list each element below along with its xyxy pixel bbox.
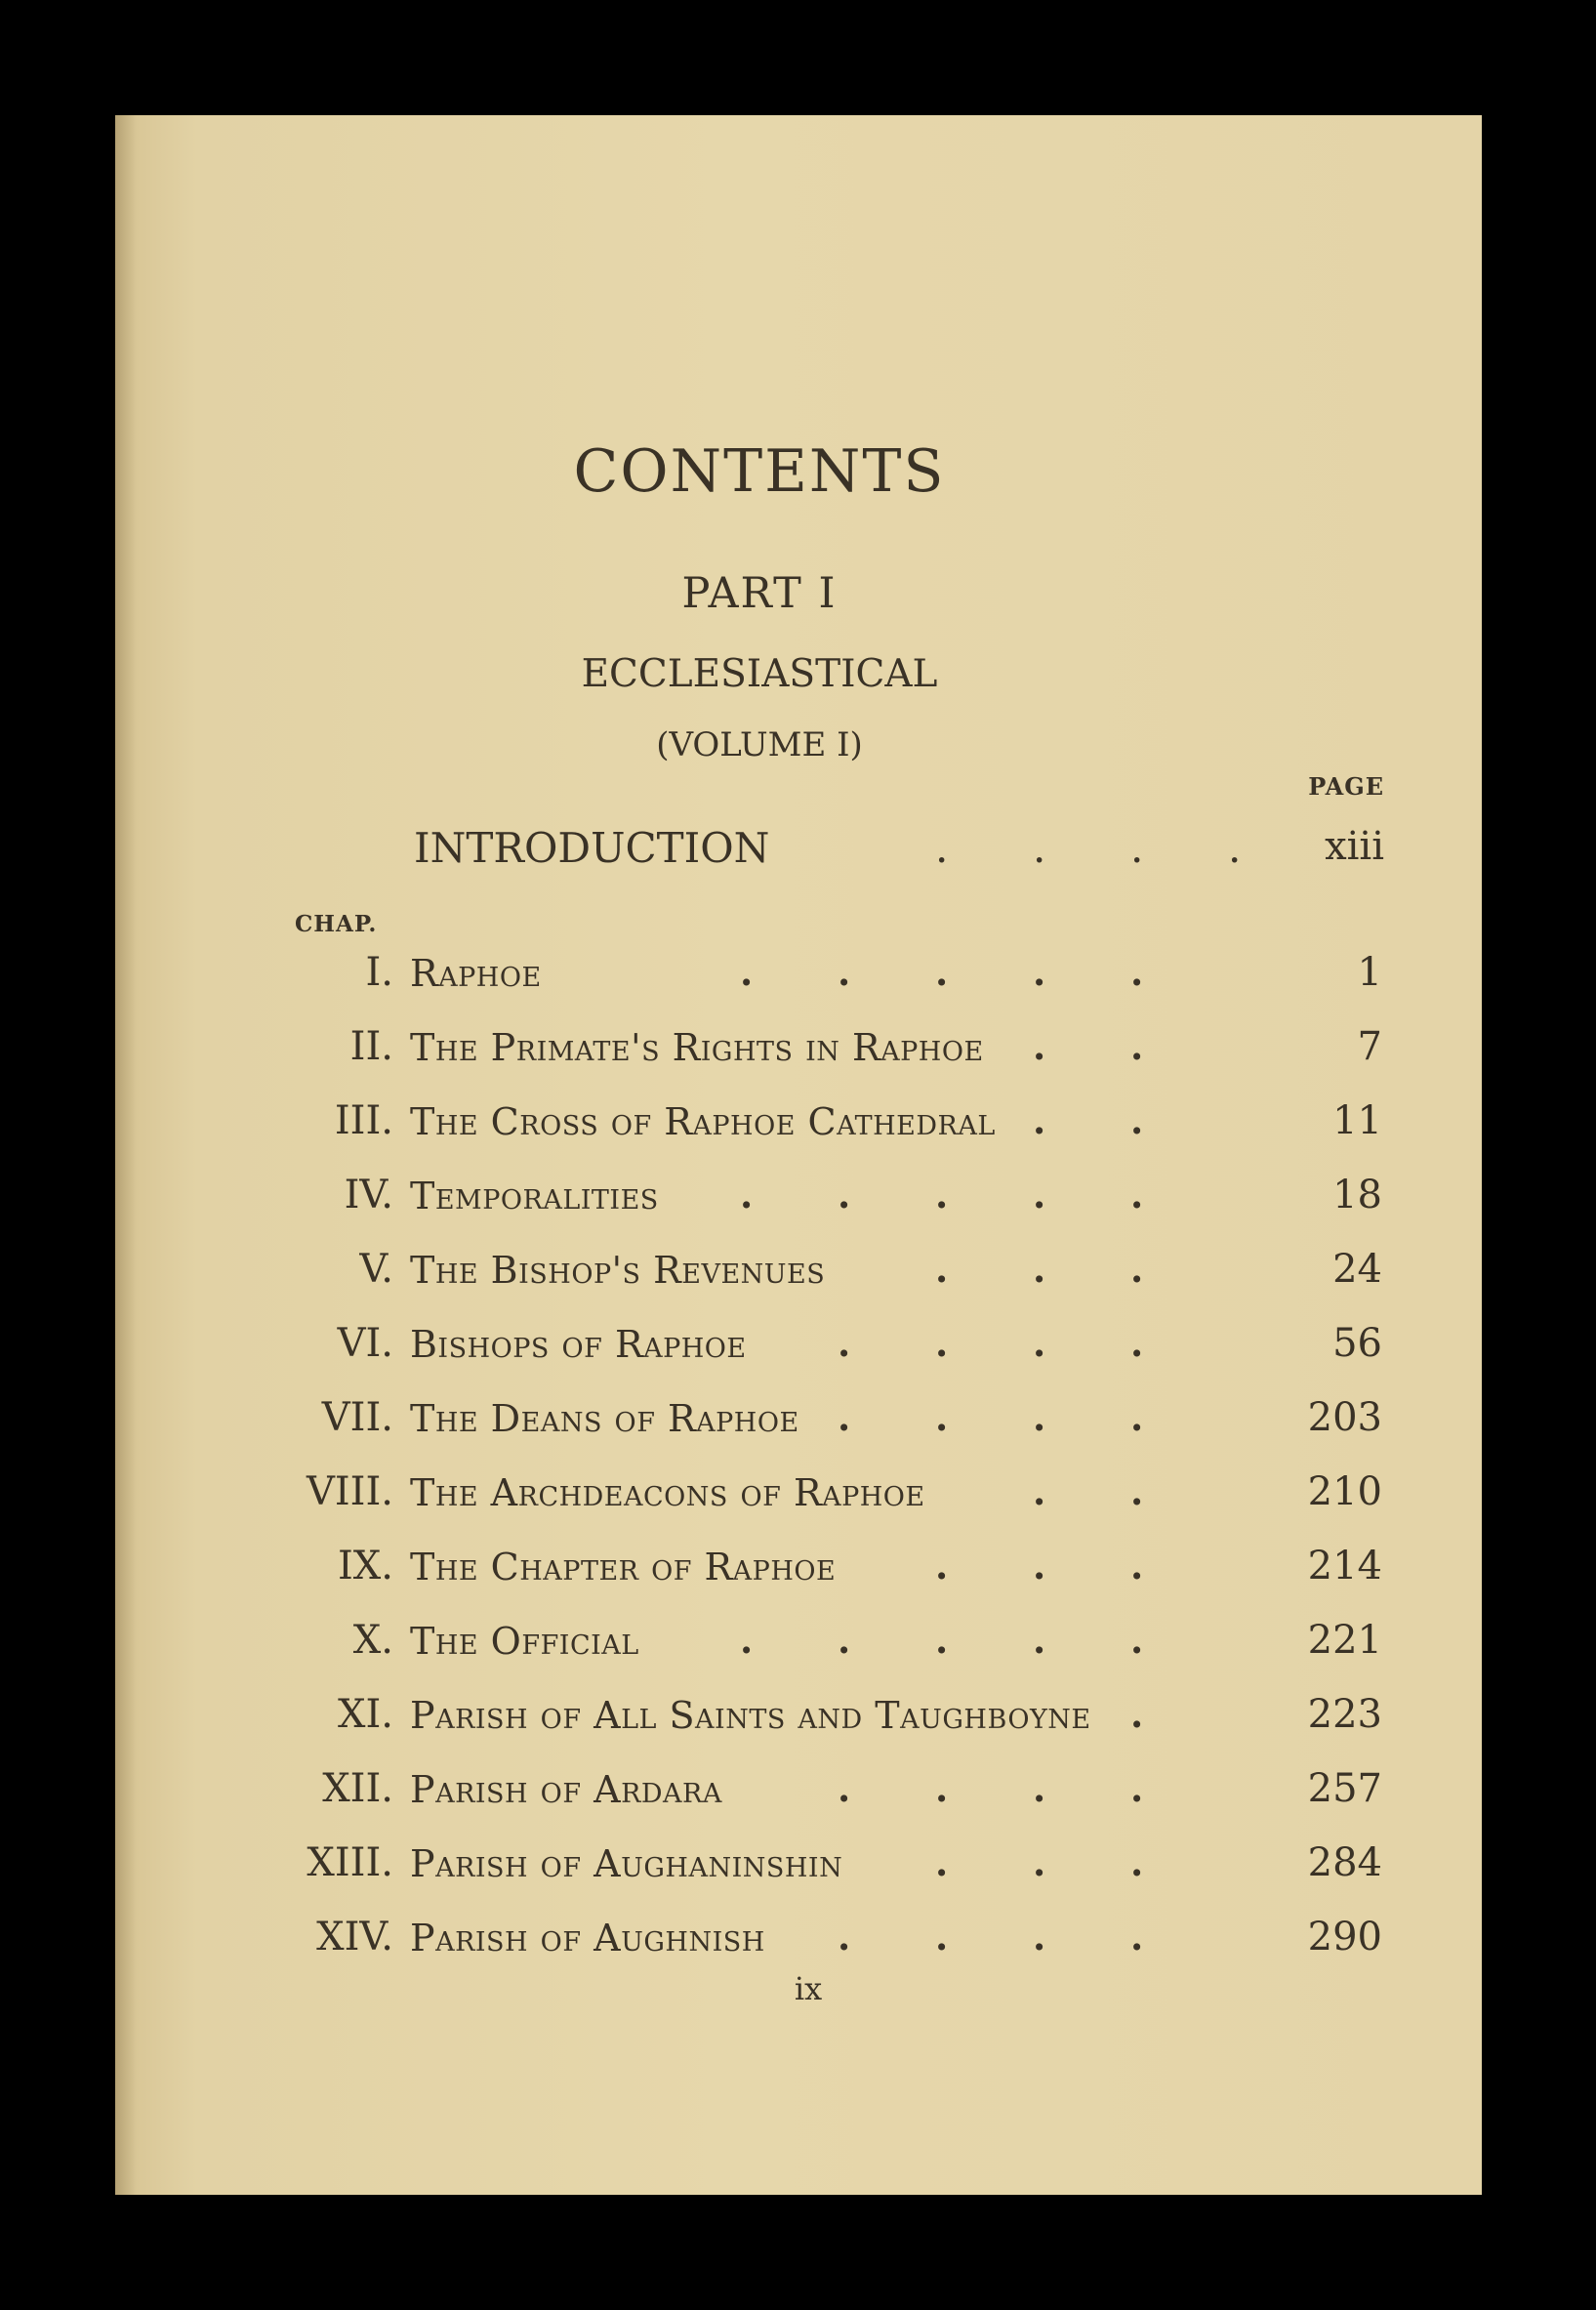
chapter-number: V. bbox=[359, 1247, 393, 1292]
page-folio: ix bbox=[794, 1970, 823, 2007]
chapter-page-number: 223 bbox=[1307, 1692, 1382, 1737]
toc-row bbox=[115, 1247, 1482, 1305]
chapter-title: The Archdeacons of Raphoe bbox=[410, 1471, 925, 1514]
chapter-page-number: 290 bbox=[1307, 1915, 1382, 1959]
chapter-title: Bishops of Raphoe bbox=[410, 1323, 747, 1366]
leader-dot: . bbox=[1130, 1840, 1144, 1884]
chapter-number: VI. bbox=[337, 1321, 393, 1366]
chapter-page-number: 214 bbox=[1307, 1544, 1382, 1588]
chapter-page-number: 257 bbox=[1307, 1766, 1382, 1811]
chapter-page-number: 56 bbox=[1332, 1321, 1382, 1366]
leader-dot: . bbox=[935, 1618, 949, 1662]
leader-dot: . bbox=[935, 950, 949, 994]
toc-row bbox=[115, 1469, 1482, 1528]
toc-row bbox=[115, 1618, 1482, 1676]
leader-dot: . bbox=[935, 1544, 949, 1588]
chapter-title: Parish of Aughaninshin bbox=[410, 1842, 843, 1885]
leader-dot: . bbox=[1033, 1321, 1046, 1365]
chapter-title: The Deans of Raphoe bbox=[410, 1397, 799, 1440]
chapter-title: Parish of All Saints and Taughboyne bbox=[410, 1694, 1091, 1737]
chapter-number: VIII. bbox=[306, 1469, 393, 1514]
chapter-title: The Chapter of Raphoe bbox=[410, 1546, 837, 1588]
leader-dot: . bbox=[1130, 1098, 1144, 1142]
leader-dot: . bbox=[1130, 1024, 1144, 1068]
chapter-number: VII. bbox=[321, 1395, 393, 1440]
leader-dot: . bbox=[1130, 1469, 1144, 1513]
leader-dot: . bbox=[838, 1395, 851, 1439]
chapter-number: X. bbox=[352, 1618, 393, 1663]
leader-dot: . bbox=[1033, 1395, 1046, 1439]
chapter-column-header: CHAP. bbox=[295, 911, 378, 937]
leader-dot: . bbox=[838, 1618, 851, 1662]
toc-row bbox=[115, 1544, 1482, 1602]
chapter-number: IV. bbox=[344, 1173, 393, 1217]
page-column-header: PAGE bbox=[1308, 772, 1384, 801]
leader-dot: . bbox=[1033, 1618, 1046, 1662]
chapter-page-number: 210 bbox=[1307, 1469, 1382, 1514]
leader-dot: . bbox=[1130, 1173, 1144, 1217]
chapter-page-number: 11 bbox=[1332, 1098, 1382, 1143]
chapter-number: XIV. bbox=[316, 1915, 393, 1959]
chapter-title: The Bishop's Revenues bbox=[410, 1249, 826, 1292]
introduction-page-number: xiii bbox=[1325, 824, 1384, 869]
chapter-number: XIII. bbox=[307, 1840, 393, 1885]
chapter-page-number: 7 bbox=[1357, 1024, 1382, 1069]
leader-dot: . bbox=[740, 1618, 754, 1662]
leader-dot: . bbox=[1033, 1247, 1046, 1291]
leader-dot: . bbox=[935, 1766, 949, 1810]
chapter-title: Parish of Ardara bbox=[410, 1768, 722, 1811]
leader-dot: . bbox=[935, 1173, 949, 1217]
leader-dot: . bbox=[1033, 1544, 1046, 1588]
chapter-number: IX. bbox=[338, 1544, 393, 1588]
chapter-title: The Primate's Rights in Raphoe bbox=[410, 1026, 984, 1069]
toc-row bbox=[115, 1321, 1482, 1380]
chapter-page-number: 203 bbox=[1307, 1395, 1382, 1440]
chapter-title: Temporalities bbox=[410, 1175, 659, 1217]
toc-row bbox=[115, 950, 1482, 1009]
toc-row bbox=[115, 1395, 1482, 1454]
leader-dot: . bbox=[1130, 1321, 1144, 1365]
leader-dot: . bbox=[838, 1173, 851, 1217]
volume-label: (VOLUME I) bbox=[656, 725, 863, 764]
part-heading: PART I bbox=[681, 569, 838, 618]
leader-dot: . bbox=[1033, 950, 1046, 994]
chapter-number: II. bbox=[349, 1024, 393, 1069]
chapter-number: XI. bbox=[338, 1692, 393, 1737]
leader-dot: . bbox=[1130, 1915, 1144, 1959]
section-subtitle: ECCLESIASTICAL bbox=[581, 652, 938, 696]
chapter-page-number: 18 bbox=[1332, 1173, 1382, 1217]
chapter-page-number: 1 bbox=[1357, 950, 1382, 995]
toc-row bbox=[115, 1173, 1482, 1231]
toc-row bbox=[115, 1766, 1482, 1825]
book-page: CONTENTS PART I ECCLESIASTICAL (VOLUME I) PAGE INTRODUCTION . . . . xiii CHAP. I. Raphoe 1 . . . . . II. The Primate's Rights in Raphoe 7 . . III. The Cross of Raphoe Cathedral 11 . . IV. Temporalities 18 . . . . . V. The Bishop's Revenues 24 . . . VI. Bishops of Raphoe 56 . . . . VII. The Deans of Raphoe 203 . . . . VIII. The Archdeacons of Raphoe 210 . . IX. The Chapter of Raphoe 214 . . . X. The Official 221 . . . . . XI. Parish of All Saints and Taughboyne 223 . XII. Parish of Ardara 257 . . . . XIII. Parish of Aughaninshin 284 . . . XIV. Parish of Aughnish 290 . . . . ix bbox=[115, 115, 1482, 2195]
leader-dot: . bbox=[838, 950, 851, 994]
page-title: CONTENTS bbox=[573, 437, 946, 506]
leader-dot: . bbox=[1033, 1840, 1046, 1884]
chapter-page-number: 284 bbox=[1307, 1840, 1382, 1885]
leader-dot: . bbox=[740, 1173, 754, 1217]
chapter-number: I. bbox=[365, 950, 393, 995]
chapter-page-number: 24 bbox=[1332, 1247, 1382, 1292]
leader-dot: . bbox=[1130, 1544, 1144, 1588]
chapter-number: III. bbox=[334, 1098, 393, 1143]
toc-row bbox=[115, 1915, 1482, 1973]
chapter-page-number: 221 bbox=[1307, 1618, 1382, 1663]
leader-dot: . bbox=[1130, 1247, 1144, 1291]
toc-row bbox=[115, 1098, 1482, 1157]
leader-dot: . bbox=[935, 1915, 949, 1959]
leader-dot: . bbox=[740, 950, 754, 994]
leader-dot: . bbox=[1033, 1024, 1046, 1068]
leader-dot: . bbox=[935, 1840, 949, 1884]
leader-dot: . bbox=[1033, 1098, 1046, 1142]
leader-dot: . bbox=[1130, 1766, 1144, 1810]
leader-dot: . bbox=[935, 1321, 949, 1365]
leader-dot: . bbox=[935, 1395, 949, 1439]
leader-dot: . bbox=[1033, 1173, 1046, 1217]
leader-dot: . bbox=[838, 1766, 851, 1810]
toc-row bbox=[115, 1024, 1482, 1083]
leader-dot: . bbox=[1130, 1395, 1144, 1439]
leader-dot: . bbox=[1130, 1618, 1144, 1662]
leader-dot: . bbox=[1033, 1469, 1046, 1513]
chapter-title: Parish of Aughnish bbox=[410, 1917, 765, 1959]
leader-dot: . bbox=[838, 1915, 851, 1959]
chapter-title: The Official bbox=[410, 1620, 639, 1663]
leader-dot: . bbox=[1130, 950, 1144, 994]
leader-dot: . bbox=[935, 1247, 949, 1291]
leader-dot: . bbox=[1033, 1915, 1046, 1959]
leader-dot: . bbox=[1033, 1766, 1046, 1810]
introduction-entry: INTRODUCTION bbox=[414, 824, 770, 872]
leader-dot: . bbox=[838, 1321, 851, 1365]
leader-dot: . bbox=[1130, 1692, 1144, 1736]
chapter-title: The Cross of Raphoe Cathedral bbox=[410, 1100, 996, 1143]
chapter-title: Raphoe bbox=[410, 952, 542, 995]
toc-row bbox=[115, 1840, 1482, 1899]
chapter-number: XII. bbox=[322, 1766, 393, 1811]
toc-row bbox=[115, 1692, 1482, 1751]
